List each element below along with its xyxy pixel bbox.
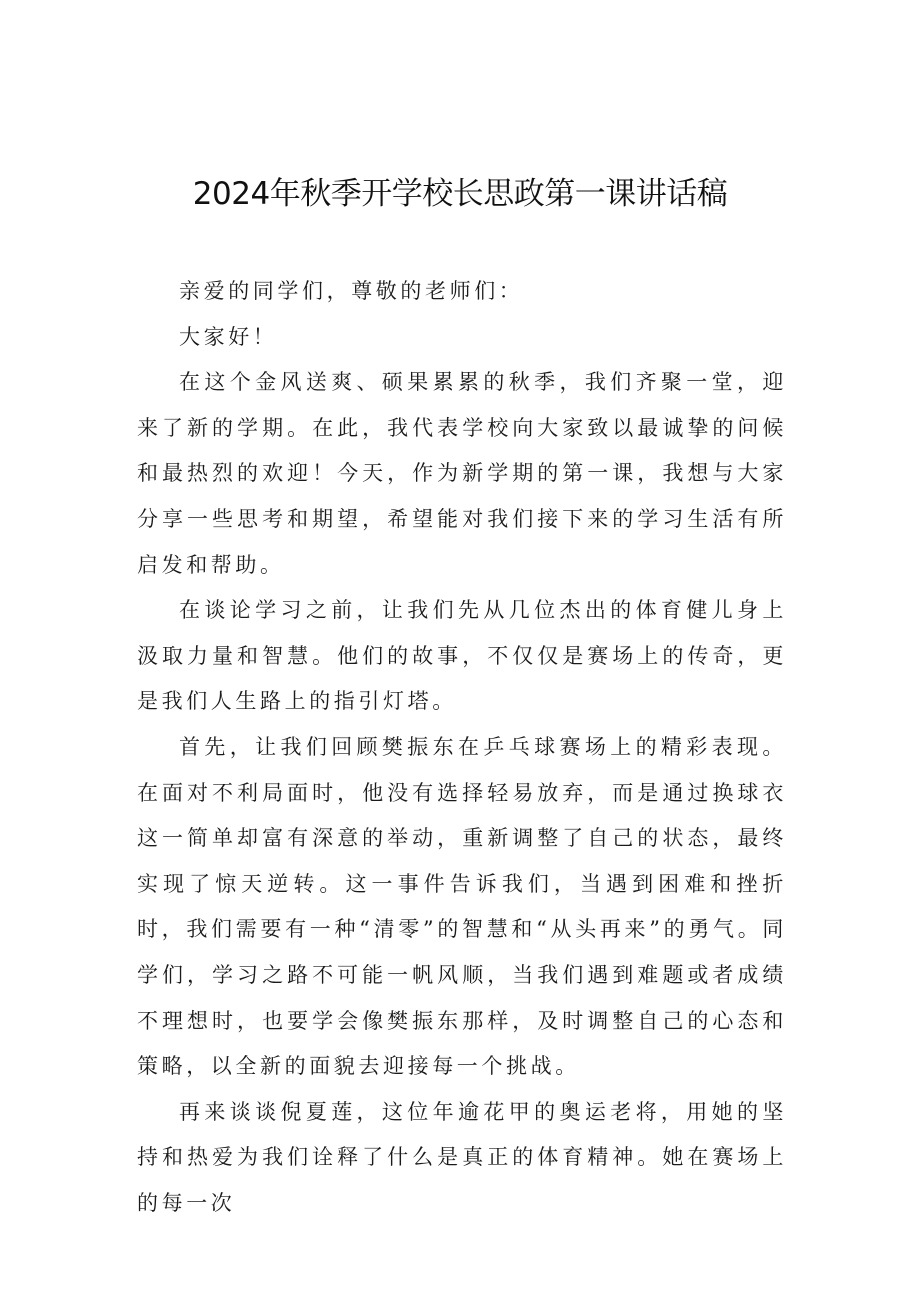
paragraph-intro: 在这个金风送爽、硕果累累的秋季，我们齐聚一堂，迎来了新的学期。在此，我代表学校向大家致以最诚挚的问候和最热烈的欢迎！今天，作为新学期的第一课，我想与大家分享一些思考和期望，希望能对我们接下来的学习生活有所启发和帮助。 — [137, 370, 787, 577]
salutation: 亲爱的同学们，尊敬的老师们： — [179, 279, 524, 303]
paragraph-athletes: 在谈论学习之前，让我们先从几位杰出的体育健儿身上汲取力量和智慧。他们的故事，不仅仅是赛场上的传奇，更是我们人生路上的指引灯塔。 — [137, 598, 787, 714]
document-title: 2024年秋季开学校长思政第一课讲话稿 — [192, 176, 728, 212]
document-body — [137, 269, 787, 1226]
paragraph-fan-zhendong: 首先，让我们回顾樊振东在乒乓球赛场上的精彩表现。在面对不利局面时，他没有选择轻易放弃，而是通过换球衣这一简单却富有深意的举动，重新调整了自己的状态，最终实现了惊天逆转。这一事件告诉我们，当遇到困难和挫折时，我们需要有一种“清零”的智慧和“从头再来”的勇气。同学们，学习之路不可能一帆风顺，当我们遇到难题或者成绩不理想时，也要学会像樊振东那样，及时调整自己的心态和策略，以全新的面貌去迎接每一个挑战。 — [137, 734, 787, 1079]
greeting: 大家好！ — [179, 324, 278, 349]
paragraph-ni-xialian: 再来谈谈倪夏莲，这位年逾花甲的奥运老将，用她的坚持和热爱为我们诠释了什么是真正的体育精神。她在赛场上的每一次 — [137, 1099, 787, 1215]
